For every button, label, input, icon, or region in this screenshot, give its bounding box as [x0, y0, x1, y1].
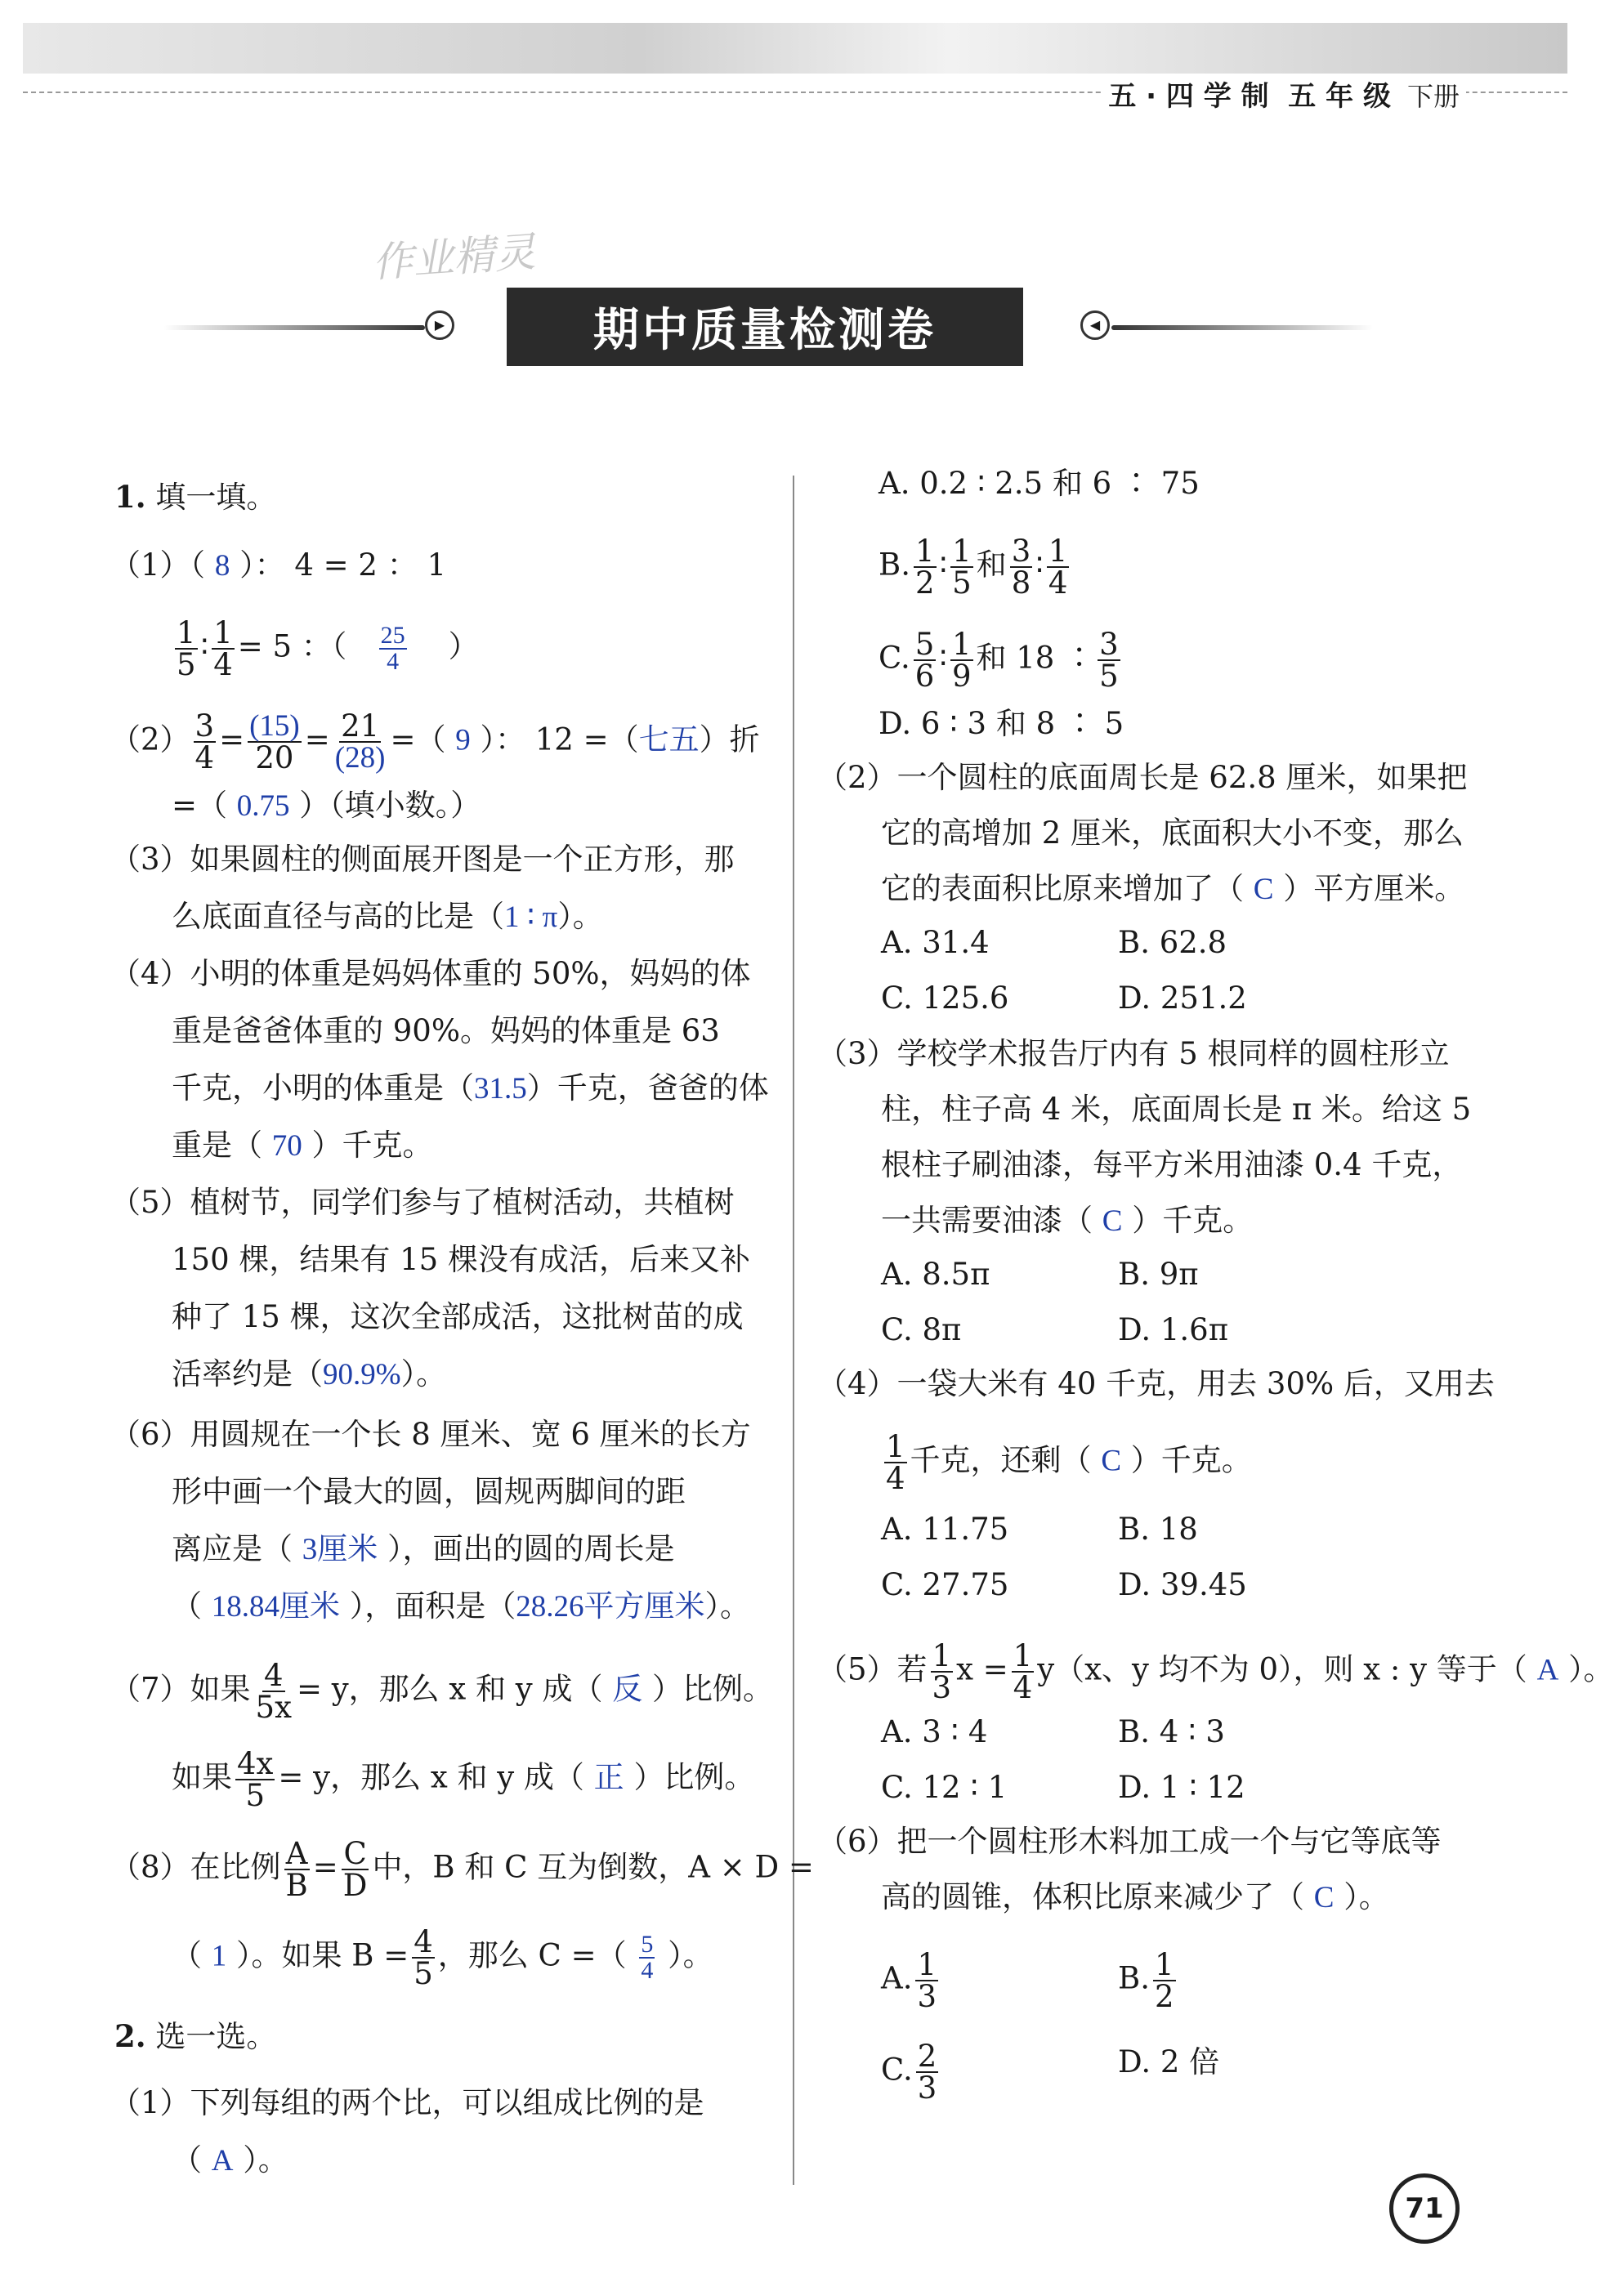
q2-1-line2: （ A ）。 — [172, 2142, 288, 2178]
section-2-heading: 2. 选一选。 — [114, 2018, 277, 2054]
q1-4-line1: （4）小明的体重是妈妈体重的 50%，妈妈的体 — [110, 956, 751, 991]
q1-5-line3: 种了 15 棵，这次全部成活，这批树苗的成 — [172, 1299, 744, 1334]
q2-4-line2: $\frac{1}{4}$ 千克，还剩（ C ）千克。 — [886, 1429, 1252, 1496]
q2-4-option-d: D. 39.45 — [1118, 1567, 1247, 1602]
q2-1-line1: （1）下列每组的两个比，可以组成比例的是 — [110, 2085, 704, 2120]
q2-4-option-b: B. 18 — [1118, 1512, 1198, 1547]
q2-6-line2: 高的圆锥，体积比原来减少了（ C ）。 — [881, 1879, 1389, 1914]
q2-2-line2: 它的高增加 2 厘米，底面积大小不变，那么 — [881, 815, 1464, 851]
q2-3-option-b: B. 9π — [1118, 1257, 1199, 1292]
watermark: 作业精灵 — [370, 228, 538, 287]
q2-2-line1: （2）一个圆柱的底面周长是 62.8 厘米，如果把 — [817, 760, 1468, 795]
q1-5-line1: （5）植树节，同学们参与了植树活动，共植树 — [110, 1185, 735, 1220]
q2-5-option-c: C. 12 ∶ 1 — [881, 1770, 1008, 1805]
title-line-right — [1111, 325, 1373, 330]
answer: 反 — [612, 1673, 643, 1707]
answer: C — [1253, 873, 1274, 906]
header-label — [1102, 74, 1466, 114]
q2-5-option-d: D. 1 ∶ 12 — [1118, 1770, 1245, 1805]
arrow-right-icon: ▶ — [425, 310, 454, 340]
q2-4-line1: （4）一袋大米有 40 千克，用去 30% 后，又用去 — [817, 1366, 1495, 1401]
q2-6-option-c: C. $\frac{2}{3}$ — [881, 2039, 937, 2106]
q1-6-line3: 离应是（ 3厘米 ），画出的圆的周长是 — [172, 1531, 675, 1566]
answer: 9 — [455, 723, 471, 757]
q2-6-option-d: D. 2 倍 — [1118, 2044, 1220, 2079]
q2-6-option-a: A. $\frac{1}{3}$ — [881, 1947, 937, 2014]
q1-6-line4: （ 18.84厘米 ），面积是（28.26平方厘米）。 — [172, 1588, 751, 1624]
q2-5-option-a: A. 3 ∶ 4 — [881, 1714, 988, 1749]
q1-8-line2: （ 1 ）。如果 B = $\frac{4}{5}$ ，那么 C =（ $\frac{5}{4}$ ）。 — [172, 1924, 713, 1991]
q2-3-line4: 一共需要油漆（ C ）千克。 — [881, 1203, 1254, 1238]
q2-3-line2: 柱，柱子高 4 米，底面周长是 π 米。给这 5 — [881, 1092, 1472, 1127]
q2-3-line3: 根柱子刷油漆，每平方米用油漆 0.4 千克， — [881, 1147, 1463, 1182]
q2-5-line1: （5）若 $\frac{1}{3}$ x = $\frac{1}{4}$ y（x、y 均不为 0），则 x : y 等于（ A ）。 — [817, 1638, 1614, 1705]
q1-6-line1: （6）用圆规在一个长 8 厘米、宽 6 厘米的长方 — [110, 1417, 751, 1452]
page-title: 期中质量检测卷 — [507, 288, 1023, 366]
q1-8-line1: （8）在比例 $\frac{A}{B}$ = $\frac{C}{D}$ 中，B 和 C 互为倒数，A × D = — [110, 1836, 814, 1903]
q2-2-line3: 它的表面积比原来增加了（ C ）平方厘米。 — [881, 871, 1465, 906]
q1-4-line2: 重是爸爸体重的 90%。妈妈的体重是 63 — [172, 1013, 720, 1048]
header-banner — [23, 23, 1567, 74]
answer: 31.5 — [474, 1072, 527, 1106]
answer: A — [1536, 1653, 1559, 1687]
column-divider — [793, 476, 794, 2185]
q1-5-line4: 活率约是（90.9%）。 — [172, 1356, 447, 1391]
q2-6-option-b: B. $\frac{1}{2}$ — [1118, 1947, 1174, 2014]
answer: A — [211, 2144, 234, 2178]
answer: (28) — [334, 741, 386, 775]
q1-3-line1: （3）如果圆柱的侧面展开图是一个正方形，那 — [110, 842, 735, 877]
q1-4-line4: 重是（ 70 ）千克。 — [172, 1128, 433, 1163]
arrow-left-icon: ◀ — [1080, 310, 1110, 340]
q1-5-line2: 150 棵，结果有 15 棵没有成活，后来又补 — [172, 1242, 750, 1277]
q1-7-line2: 如果 $\frac{4x}{5}$ = y，那么 x 和 y 成（ 正 ）比例。 — [172, 1746, 755, 1813]
q1-3-line2: 么底面直径与高的比是（1 ∶ π）。 — [172, 899, 603, 934]
q2-5-option-b: B. 4 ∶ 3 — [1118, 1714, 1225, 1749]
answer: C — [1102, 1204, 1123, 1238]
q2-4-option-c: C. 27.75 — [881, 1567, 1009, 1602]
page-number: 71 — [1389, 2173, 1460, 2244]
answer: C — [1101, 1444, 1121, 1478]
q2-4-option-a: A. 11.75 — [881, 1512, 1009, 1547]
answer: 3厘米 — [302, 1533, 378, 1566]
q2-2-option-d: D. 251.2 — [1118, 980, 1247, 1016]
series-label: 五 · 四 学 制 — [1108, 80, 1269, 113]
answer: 28.26平方厘米 — [516, 1590, 705, 1624]
q1-1-line2: $\frac{1}{5}$ ∶ $\frac{1}{4}$ = 5 ：（ $\frac{25}{4}$ ） — [177, 615, 479, 682]
answer: (15) — [249, 709, 300, 743]
q2-3-option-a: A. 8.5π — [881, 1257, 990, 1292]
q1-2-line2: =（ 0.75 ）（填小数。） — [172, 788, 481, 823]
term-label: 下册 — [1406, 81, 1460, 112]
answer: 正 — [593, 1761, 624, 1795]
answer: $\frac{5}{4}$ — [641, 1931, 654, 1984]
q2-3-line1: （3）学校学术报告厅内有 5 根同样的圆柱形立 — [817, 1036, 1450, 1071]
q1-2-line1: （2） $\frac{3}{4}$ = $\frac{(15)}{20}$ = $\frac{21}{(28)}$ =（ 9 ）： 12 =（七五）折 — [110, 708, 760, 775]
answer: C — [1313, 1881, 1335, 1914]
q1-4-line3: 千克，小明的体重是（31.5）千克，爸爸的体 — [172, 1070, 769, 1106]
q2-6-line1: （6）把一个圆柱形木料加工成一个与它等底等 — [817, 1824, 1442, 1859]
answer: 70 — [271, 1129, 302, 1163]
q2-2-option-c: C. 125.6 — [881, 980, 1009, 1016]
q1-6-line2: 形中画一个最大的圆，圆规两脚间的距 — [172, 1474, 686, 1509]
grade-label: 五 年 级 — [1288, 80, 1391, 113]
answer: 8 — [214, 549, 230, 583]
q2-3-option-c: C. 8π — [881, 1312, 962, 1347]
answer: $\frac{25}{4}$ — [380, 622, 405, 675]
answer: 1 ∶ π — [504, 900, 558, 934]
section-1-heading: 1. 填一填。 — [114, 479, 277, 515]
answer: 18.84厘米 — [211, 1590, 341, 1624]
q1-7-line1: （7）如果 $\frac{4}{5x}$ = y，那么 x 和 y 成（ 反 ）比例。 — [110, 1658, 773, 1725]
answer: 七五 — [638, 723, 700, 757]
q2-2-option-b: B. 62.8 — [1118, 925, 1227, 960]
q2-1-option-a: A. 0.2 ∶ 2.5 和 6 ∶ 75 — [879, 466, 1200, 501]
answer: 1 — [211, 1939, 227, 1973]
q2-2-option-a: A. 31.4 — [881, 925, 990, 960]
answer: 90.9% — [323, 1358, 401, 1391]
answer: 0.75 — [236, 789, 290, 823]
q2-3-option-d: D. 1.6π — [1118, 1312, 1229, 1347]
q1-1-line1: （1）（ 8 ）： 4 = 2 ： 1 — [110, 547, 447, 583]
q2-1-option-d: D. 6 ∶ 3 和 8 ∶ 5 — [879, 706, 1124, 741]
title-line-left — [163, 325, 425, 330]
q2-1-option-c: C. $\frac{5}{6}$ ∶ $\frac{1}{9}$ 和 18 ∶ $\frac{3}{5}$ — [879, 627, 1119, 694]
q2-1-option-b: B. $\frac{1}{2}$ ∶ $\frac{1}{5}$ 和 $\frac{3}{8}$ ∶ $\frac{1}{4}$ — [879, 534, 1068, 601]
